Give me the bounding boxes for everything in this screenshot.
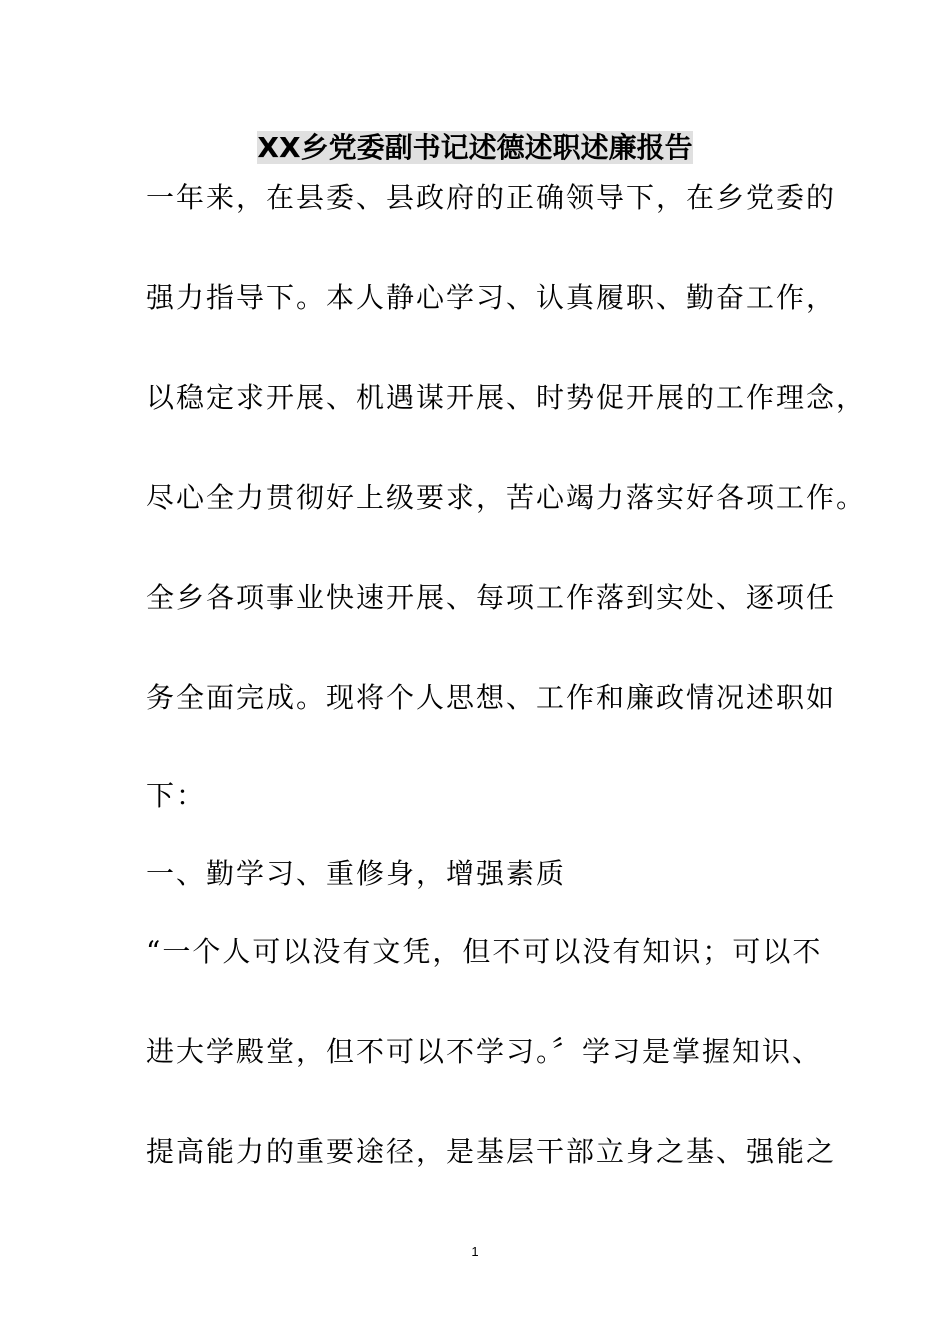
paragraph-line: 进大学殿堂，但不可以不学习。〞学习是掌握知识、 [146, 1035, 823, 1068]
title-text: XX乡党委副书记述德述职述廉报告 [257, 131, 693, 164]
paragraph-line: 全乡各项事业快速开展、每项工作落到实处、逐项任 [146, 581, 837, 614]
paragraph-line: 务全面完成。现将个人思想、工作和廉政情况述职如 [146, 681, 837, 714]
paragraph-line: 尽心全力贯彻好上级要求，苦心竭力落实好各项工作。 [146, 481, 867, 514]
page-number: 1 [471, 1244, 479, 1259]
paragraph-line: 以稳定求开展、机遇谋开展、时势促开展的工作理念， [146, 381, 867, 414]
paragraph-line: “一个人可以没有文凭，但不可以没有知识；可以不 [146, 935, 823, 968]
paragraph-line: 强力指导下。本人静心学习、认真履职、勤奋工作， [146, 281, 837, 314]
document-title [0, 128, 950, 168]
paragraph-line: 下： [146, 779, 207, 812]
paragraph-line: 提高能力的重要途径，是基层干部立身之基、强能之 [146, 1135, 837, 1168]
section-heading: 一、勤学习、重修身，增强素质 [146, 857, 567, 890]
paragraph-line: 一年来，在县委、县政府的正确领导下，在乡党委的 [146, 181, 837, 214]
